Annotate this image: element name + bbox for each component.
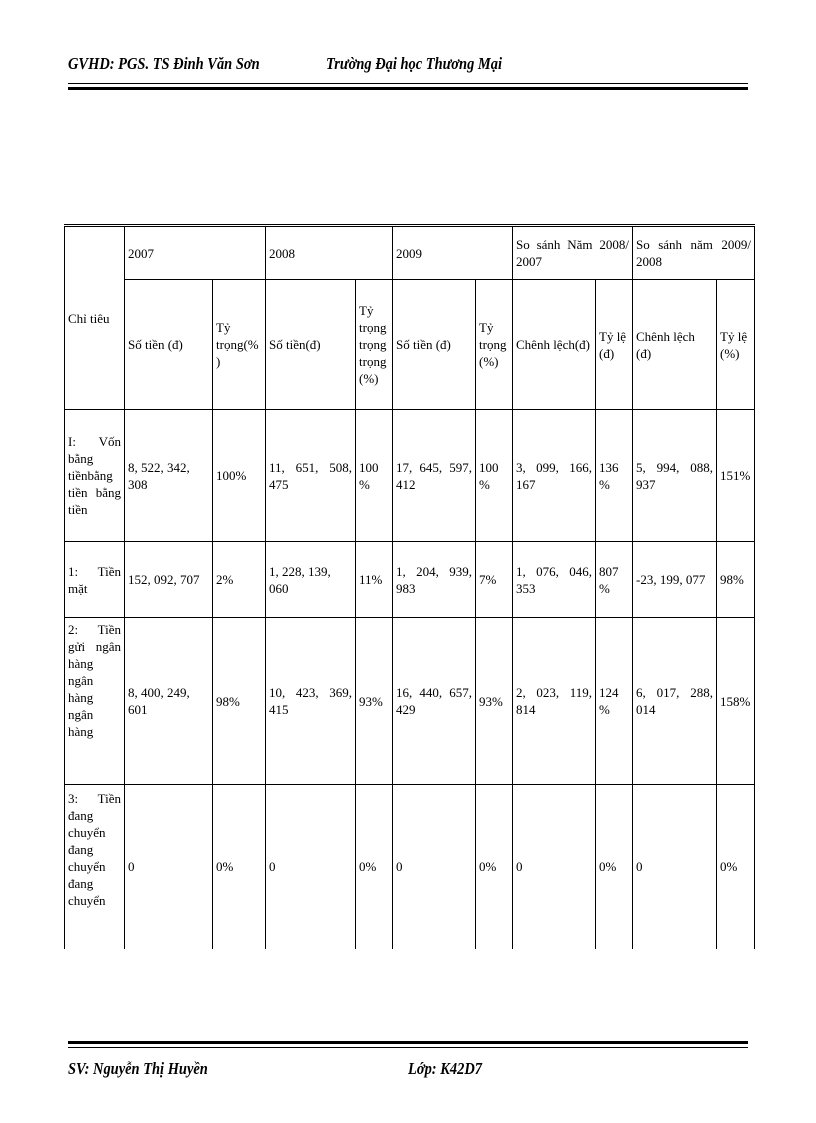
row-label-text: 3: Tiền đang chuyển đang chuyển đang chuyển <box>68 790 121 908</box>
sub-header: Chênh lệch (đ) <box>633 280 717 410</box>
table-cell: 98% <box>213 618 266 785</box>
table-row <box>65 542 755 618</box>
table-cell: 5, 994, 088, 937 <box>633 410 717 542</box>
table-cell: 0 <box>513 785 596 949</box>
table-cell: 0% <box>356 785 393 949</box>
table-cell: 151% <box>717 410 755 542</box>
header-rule-thin <box>68 83 748 84</box>
sub-header: Số tiền (đ) <box>125 280 213 410</box>
table-cell: 100% <box>356 410 393 542</box>
sub-header: Chênh lệch(đ) <box>513 280 596 410</box>
row-label <box>65 618 125 785</box>
page-header <box>68 54 748 80</box>
footer-student: SV: Nguyễn Thị Huyền <box>68 1059 208 1078</box>
table-cell: 158% <box>717 618 755 785</box>
table-cell: 136% <box>596 410 633 542</box>
header-row-subcolumns <box>65 280 755 410</box>
row-label-text: 2: Tiền gửi ngân hàng ngân hàng ngân hàng <box>68 622 121 739</box>
header-university: Trường Đại học Thương Mại <box>326 54 503 73</box>
table-cell: 0% <box>596 785 633 949</box>
table-cell: 0% <box>717 785 755 949</box>
table-cell: 0 <box>125 785 213 949</box>
sub-header: Tỷ trọng(%) <box>213 280 266 410</box>
table-cell: 0% <box>476 785 513 949</box>
year-2008-header: 2008 <box>266 226 393 280</box>
table-cell: 11% <box>356 542 393 618</box>
table-cell: 0 <box>633 785 717 949</box>
footer-class: Lớp: K42D7 <box>408 1059 482 1078</box>
table-cell: 8, 522, 342, 308 <box>125 410 213 542</box>
table-row <box>65 618 755 785</box>
capital-table <box>64 224 755 949</box>
table-cell: 7% <box>476 542 513 618</box>
table-row <box>65 410 755 542</box>
table-cell: 1, 076, 046, 353 <box>513 542 596 618</box>
table-cell: 93% <box>476 618 513 785</box>
table-cell: 6, 017, 288, 014 <box>633 618 717 785</box>
table-cell: 10, 423, 369, 415 <box>266 618 356 785</box>
sub-header: Số tiền(đ) <box>266 280 356 410</box>
table-cell: 2, 023, 119, 814 <box>513 618 596 785</box>
sub-header: Tỷ lệ (%) <box>717 280 755 410</box>
table-cell: 17, 645, 597, 412 <box>393 410 476 542</box>
table-cell: 1, 228, 139, 060 <box>266 542 356 618</box>
table-cell: 93% <box>356 618 393 785</box>
table-row <box>65 785 755 949</box>
table-cell: 98% <box>717 542 755 618</box>
footer-rule-thick <box>68 1041 748 1044</box>
year-2007-header: 2007 <box>125 226 266 280</box>
table-cell: 0% <box>213 785 266 949</box>
sub-header: Tỷ trọng trọng trọng (%) <box>356 280 393 410</box>
table-cell: 16, 440, 657, 429 <box>393 618 476 785</box>
header-rule-thick <box>68 87 748 90</box>
header-supervisor: GVHD: PGS. TS Đinh Văn Sơn <box>68 54 260 73</box>
table-cell: 11, 651, 508, 475 <box>266 410 356 542</box>
table-cell: -23, 199, 077 <box>633 542 717 618</box>
sub-header: Tỷ lệ (đ) <box>596 280 633 410</box>
table-cell: 100% <box>213 410 266 542</box>
table-cell: 124% <box>596 618 633 785</box>
table-cell: 3, 099, 166, 167 <box>513 410 596 542</box>
table-cell: 2% <box>213 542 266 618</box>
page-footer <box>68 1059 748 1085</box>
table-cell: 0 <box>393 785 476 949</box>
table-cell: 152, 092, 707 <box>125 542 213 618</box>
compare-2009-2008-header: So sánh năm 2009/ 2008 <box>633 226 755 280</box>
sub-header: Tỷ trọng (%) <box>476 280 513 410</box>
table-cell: 100% <box>476 410 513 542</box>
chi-tieu-header: Chỉ tiêu <box>65 226 125 410</box>
year-2009-header: 2009 <box>393 226 513 280</box>
row-label <box>65 785 125 949</box>
sub-header: Số tiền (đ) <box>393 280 476 410</box>
footer-rule-thin <box>68 1047 748 1048</box>
table-cell: 8, 400, 249, 601 <box>125 618 213 785</box>
table-cell: 1, 204, 939, 983 <box>393 542 476 618</box>
row-label: I: Vốn bằng tiềnbằng tiền bằng tiền <box>65 410 125 542</box>
table-cell: 807% <box>596 542 633 618</box>
header-row-years <box>65 226 755 280</box>
table-cell: 0 <box>266 785 356 949</box>
row-label: 1: Tiền mặt <box>65 542 125 618</box>
compare-2008-2007-header: So sánh Năm 2008/ 2007 <box>513 226 633 280</box>
